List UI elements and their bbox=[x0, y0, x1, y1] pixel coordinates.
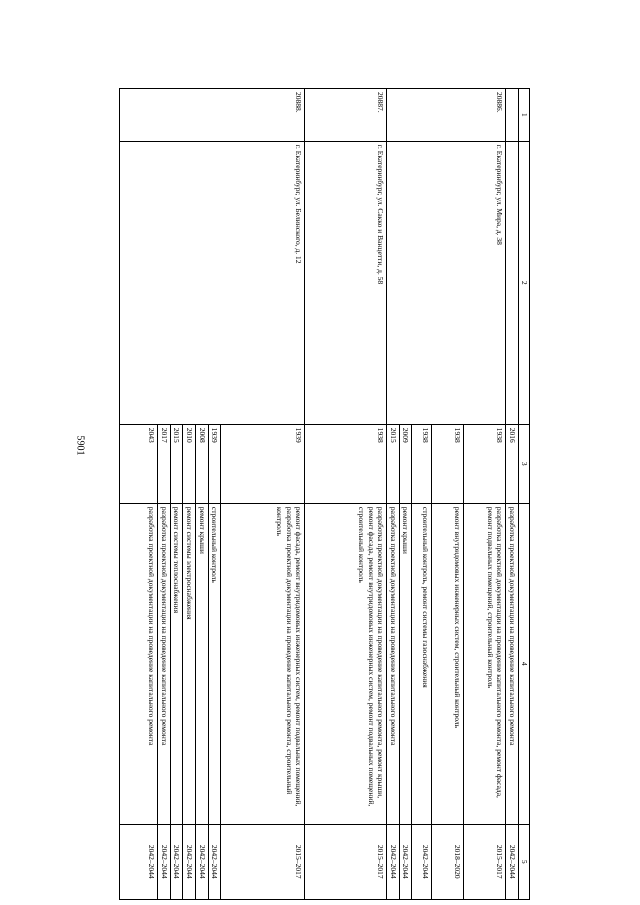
period-cell: 2042–2044 bbox=[158, 824, 171, 899]
work-cell: ремонт крыши bbox=[399, 503, 412, 824]
work-cell: разработка проектной документации на проведение капитального ремонта bbox=[158, 503, 171, 824]
year-cell: 2016 bbox=[506, 424, 519, 503]
table-row bbox=[506, 89, 519, 900]
work-cell: ремонт внутридомовых инженерных систем, строительный контроль bbox=[432, 503, 464, 824]
year-cell: 2015 bbox=[387, 424, 400, 503]
period-cell: 2015–2017 bbox=[305, 824, 387, 899]
year-cell: 1938 bbox=[464, 424, 506, 503]
period-cell: 2042–2044 bbox=[387, 824, 400, 899]
year-cell: 1938 bbox=[305, 424, 387, 503]
year-cell: 1939 bbox=[221, 424, 305, 503]
year-cell: 2017 bbox=[158, 424, 171, 503]
object-address: г. Екатеринбург, ул. Сакко и Ванцетти, д. 58 bbox=[305, 141, 387, 424]
work-cell: разработка проектной документации на проведение капитального ремонта, ремонт крыши, ремонт фасада, ремонт внутридомовых инженерных систем, ремонт подвальных помещений, строительный контроль bbox=[305, 503, 387, 824]
object-number: 20887. bbox=[305, 89, 387, 142]
year-cell: 2043 bbox=[120, 424, 158, 503]
work-cell: ремонт системы электроснабжения bbox=[183, 503, 196, 824]
object-number bbox=[506, 89, 519, 142]
table-body bbox=[120, 89, 530, 900]
year-cell: 2010 bbox=[183, 424, 196, 503]
year-cell: 2015 bbox=[170, 424, 183, 503]
header-col-3: 3 bbox=[519, 424, 530, 503]
object-number: 20888. bbox=[120, 89, 305, 142]
object-address bbox=[506, 141, 519, 424]
work-cell: ремонт системы теплоснабжения bbox=[170, 503, 183, 824]
period-cell: 2042–2044 bbox=[120, 824, 158, 899]
header-col-1: 1 bbox=[519, 89, 530, 142]
year-cell: 1938 bbox=[412, 424, 432, 503]
work-cell: строительный контроль bbox=[208, 503, 221, 824]
work-cell: разработка проектной документации на проведение капитального ремонта, ремонт фасада, ремонт подвальных помещений, строительный контроль bbox=[464, 503, 506, 824]
period-cell: 2042–2044 bbox=[208, 824, 221, 899]
table-row bbox=[221, 89, 305, 900]
header-row bbox=[519, 89, 530, 900]
object-address: г. Екатеринбург, ул. Белинского, д. 12 bbox=[120, 141, 305, 424]
repair-schedule-table bbox=[119, 88, 530, 900]
year-cell: 2008 bbox=[196, 424, 209, 503]
period-cell: 2015–2017 bbox=[221, 824, 305, 899]
header-col-5: 5 bbox=[519, 824, 530, 899]
period-cell: 2042–2044 bbox=[399, 824, 412, 899]
period-cell: 2042–2044 bbox=[183, 824, 196, 899]
table-row bbox=[464, 89, 506, 900]
object-address: г. Екатеринбург, ул. Мира, д. 38 bbox=[387, 141, 506, 424]
year-cell: 1939 bbox=[208, 424, 221, 503]
work-cell: строительный контроль, ремонт системы газоснабжения bbox=[412, 503, 432, 824]
table-row bbox=[305, 89, 387, 900]
header-col-4: 4 bbox=[519, 503, 530, 824]
year-cell: 1938 bbox=[432, 424, 464, 503]
period-cell: 2018–2020 bbox=[432, 824, 464, 899]
object-number: 20886. bbox=[387, 89, 506, 142]
header-col-2: 2 bbox=[519, 141, 530, 424]
period-cell: 2042–2044 bbox=[170, 824, 183, 899]
period-cell: 2042–2044 bbox=[196, 824, 209, 899]
period-cell: 2042–2044 bbox=[506, 824, 519, 899]
work-cell: разработка проектной документации на проведение капитального ремонта bbox=[387, 503, 400, 824]
page-number: 5901 bbox=[74, 435, 86, 456]
work-cell: ремонт фасада, ремонт внутридомовых инженерных систем, ремонт подвальных помещений, разработка проектной документации на проведение капитального ремонта, строительный контроль bbox=[221, 503, 305, 824]
work-cell: ремонт крыши bbox=[196, 503, 209, 824]
rotated-table-container bbox=[87, 88, 530, 900]
period-cell: 2015–2017 bbox=[464, 824, 506, 899]
period-cell: 2042–2044 bbox=[412, 824, 432, 899]
year-cell: 2009 bbox=[399, 424, 412, 503]
work-cell: разработка проектной документации на проведение капитального ремонта bbox=[120, 503, 158, 824]
work-cell: разработка проектной документации на проведение капитального ремонта bbox=[506, 503, 519, 824]
